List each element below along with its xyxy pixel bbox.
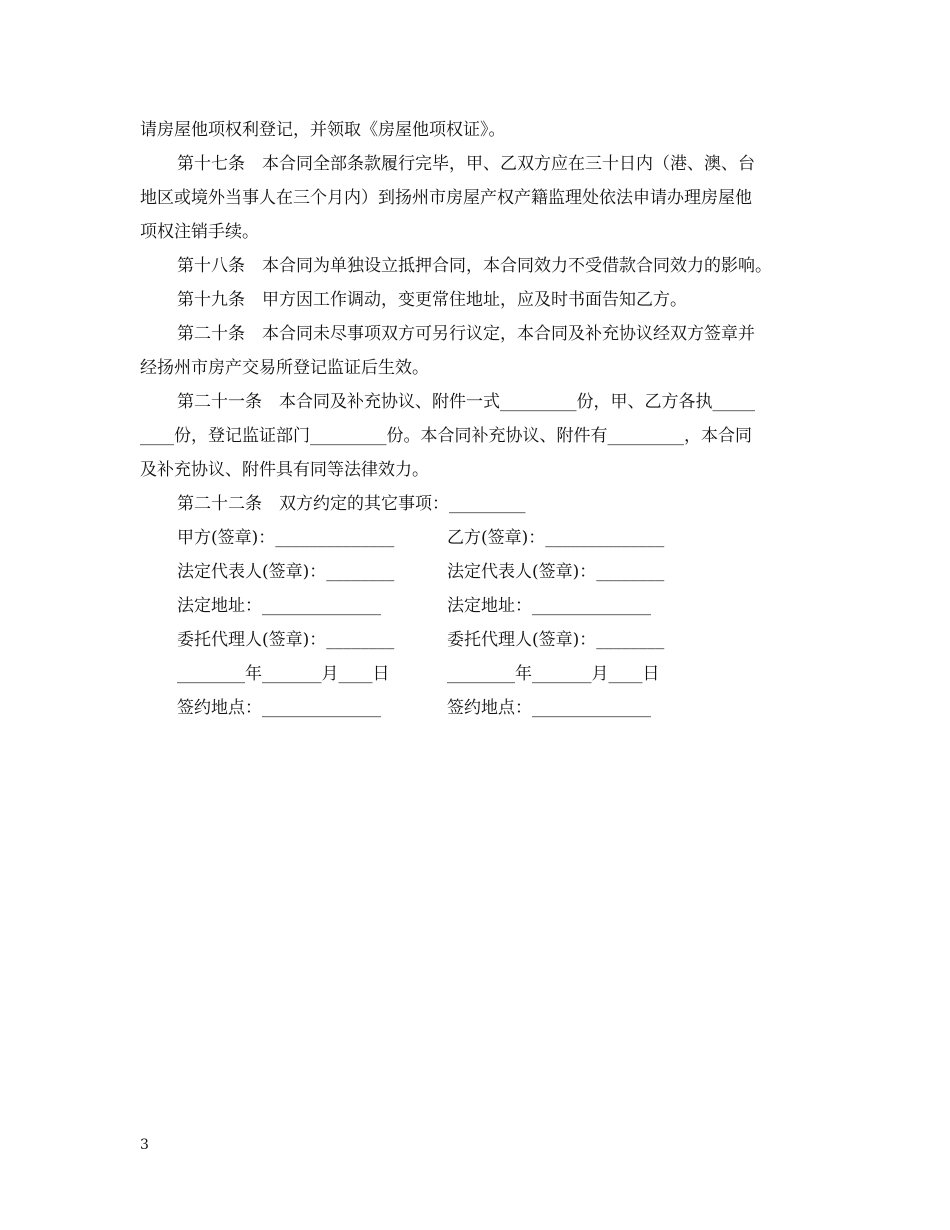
- article-22-line: 第二十二条 双方约定的其它事项：_________: [177, 494, 526, 514]
- article-18-line: 第十八条 本合同为单独设立抵押合同，本合同效力不受借款合同效力的影响。: [177, 256, 772, 276]
- paragraph-line: 请房屋他项权利登记，并领取《房屋他项权证》。: [140, 120, 506, 140]
- article-21-line: 第二十一条 本合同及补充协议、附件一式_________份，甲、乙方各执_____: [177, 392, 755, 412]
- party-a-address: 法定地址：______________: [177, 596, 381, 616]
- paragraph-line: 地区或境外当事人在三个月内）到扬州市房屋产权产籍监理处依法申请办理房屋他: [140, 188, 752, 208]
- paragraph-line: 及补充协议、附件具有同等法律效力。: [140, 460, 429, 480]
- party-b-address: 法定地址：______________: [447, 596, 651, 616]
- article-19-line: 第十九条 甲方因工作调动，变更常住地址，应及时书面告知乙方。: [177, 290, 687, 310]
- party-a-signature: 甲方(签章)：______________: [177, 528, 395, 548]
- paragraph-line: 项权注销手续。: [140, 222, 259, 242]
- party-a-signing-place: 签约地点：______________: [177, 698, 381, 718]
- party-b-signing-place: 签约地点：______________: [447, 698, 651, 718]
- article-20-line: 第二十条 本合同未尽事项双方可另行议定，本合同及补充协议经双方签章并: [177, 324, 755, 344]
- party-b-agent: 委托代理人(签章)：________: [447, 630, 665, 650]
- paragraph-line: 经扬州市房产交易所登记监证后生效。: [140, 358, 429, 378]
- page-number: 3: [140, 1137, 149, 1153]
- party-b-signature: 乙方(签章)：______________: [447, 528, 665, 548]
- article-17-line: 第十七条 本合同全部条款履行完毕，甲、乙双方应在三十日内（港、澳、台: [177, 154, 755, 174]
- paragraph-line: ____份，登记监证部门_________份。本合同补充协议、附件有_________，本合同: [140, 426, 752, 446]
- party-a-agent: 委托代理人(签章)：________: [177, 630, 395, 650]
- party-a-legal-rep: 法定代表人(签章)：________: [177, 562, 395, 582]
- party-b-legal-rep: 法定代表人(签章)：________: [447, 562, 665, 582]
- party-a-date: ________年_______月____日: [177, 664, 390, 684]
- party-b-date: ________年_______月____日: [447, 664, 660, 684]
